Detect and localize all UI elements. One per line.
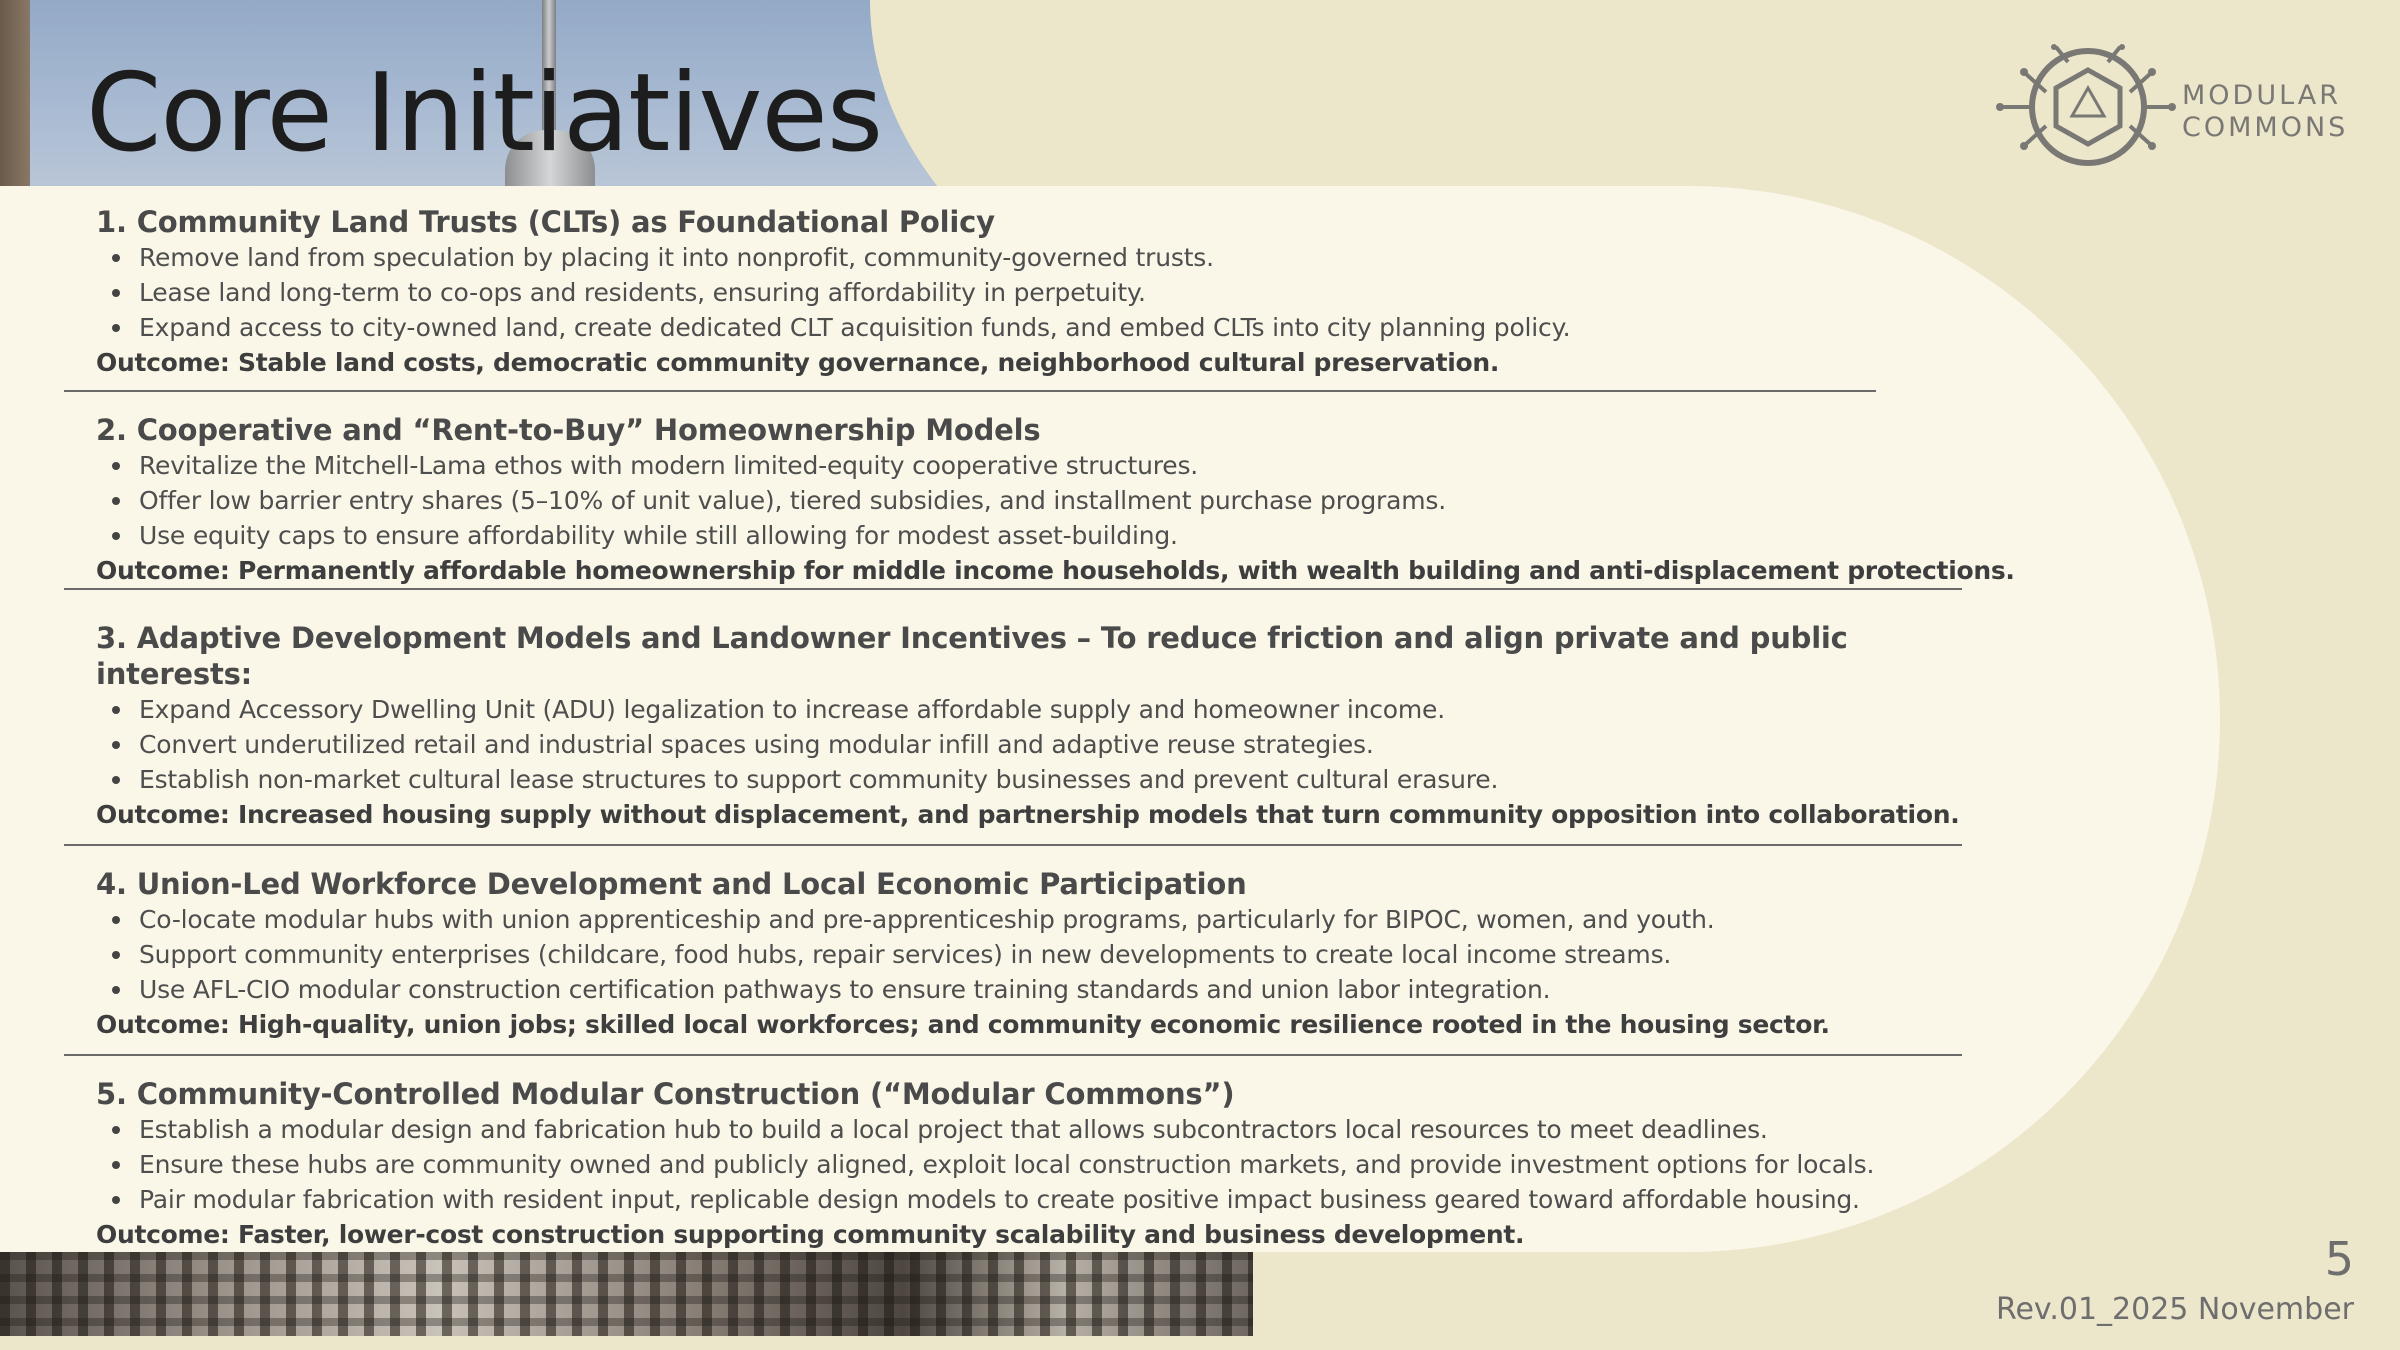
bullet-item: Remove land from speculation by placing it into nonprofit, community-governed trusts. [112, 240, 2000, 275]
initiative-5 [0, 1076, 2000, 1252]
page-title: Core Initiatives [86, 51, 883, 176]
section-divider [64, 390, 1876, 392]
section-divider [64, 588, 1962, 590]
logo-text-line1: MODULAR [2182, 80, 2341, 111]
initiative-title: 4. Union-Led Workforce Development and Local Economic Participation [96, 867, 1247, 901]
initiative-4 [0, 866, 2000, 1042]
outcome-text: Outcome: High-quality, union jobs; skilled local workforces; and community economic resilience rooted in the housing sector. [96, 1010, 1830, 1039]
section-divider [64, 844, 1962, 846]
initiatives-list [0, 204, 2015, 1252]
outcome-text: Outcome: Permanently affordable homeownership for middle income households, with wealth building and anti-displacement protections. [96, 556, 2015, 585]
hexagon-circuit-icon [1996, 44, 2176, 174]
bullet-item: Expand Accessory Dwelling Unit (ADU) legalization to increase affordable supply and homeowner income. [112, 692, 2000, 727]
bullet-item: Establish non-market cultural lease structures to support community businesses and prevent cultural erasure. [112, 762, 2000, 797]
outcome-text: Outcome: Increased housing supply without displacement, and partnership models that turn community opposition into collaboration. [96, 800, 1960, 829]
initiative-title: 1. Community Land Trusts (CLTs) as Foundational Policy [96, 205, 995, 239]
bullet-item: Convert underutilized retail and industrial spaces using modular infill and adaptive reuse strategies. [112, 727, 2000, 762]
bullet-item: Pair modular fabrication with resident input, replicable design models to create positive impact business geared toward affordable housing. [112, 1182, 2000, 1217]
bullet-item: Co-locate modular hubs with union apprenticeship and pre-apprenticeship programs, particularly for BIPOC, women, and youth. [112, 902, 2000, 937]
initiative-2 [0, 412, 2015, 588]
bullet-item: Support community enterprises (childcare, food hubs, repair services) in new developments to create local income streams. [112, 937, 2000, 972]
page-number: 5 [2324, 1232, 2354, 1286]
revision-label: Rev.01_2025 November [1995, 1292, 2354, 1327]
initiative-1 [0, 204, 2000, 380]
bullet-item: Use AFL-CIO modular construction certification pathways to ensure training standards and union labor integration. [112, 972, 2000, 1007]
outcome-text: Outcome: Faster, lower-cost construction supporting community scalability and business development. [96, 1220, 1525, 1249]
modular-commons-logo [1996, 44, 2356, 174]
outcome-text: Outcome: Stable land costs, democratic community governance, neighborhood cultural preservation. [96, 348, 1500, 377]
bullet-item: Lease land long-term to co-ops and residents, ensuring affordability in perpetuity. [112, 275, 2000, 310]
logo-text-line2: COMMONS [2182, 112, 2349, 143]
bullet-item: Revitalize the Mitchell-Lama ethos with modern limited-equity cooperative structures. [112, 448, 2000, 483]
footer-city-photo [0, 1252, 1253, 1336]
bullet-item: Offer low barrier entry shares (5–10% of unit value), tiered subsidies, and installment purchase programs. [112, 483, 2000, 518]
bullet-item: Use equity caps to ensure affordability while still allowing for modest asset-building. [112, 518, 2000, 553]
bullet-item: Establish a modular design and fabrication hub to build a local project that allows subcontractors local resources to meet deadlines. [112, 1112, 2000, 1147]
bullet-item: Expand access to city-owned land, create dedicated CLT acquisition funds, and embed CLTs into city planning policy. [112, 310, 2000, 345]
bullet-item: Ensure these hubs are community owned and publicly aligned, exploit local construction markets, and provide investment options for locals. [112, 1147, 2000, 1182]
initiative-title: 2. Cooperative and “Rent-to-Buy” Homeownership Models [96, 413, 1041, 447]
initiative-3 [0, 620, 2000, 832]
initiative-title: 5. Community-Controlled Modular Construction (“Modular Commons”) [96, 1077, 1235, 1111]
initiative-title: 3. Adaptive Development Models and Landowner Incentives – To reduce friction and align private and public interests: [96, 621, 1848, 691]
section-divider [64, 1054, 1962, 1056]
